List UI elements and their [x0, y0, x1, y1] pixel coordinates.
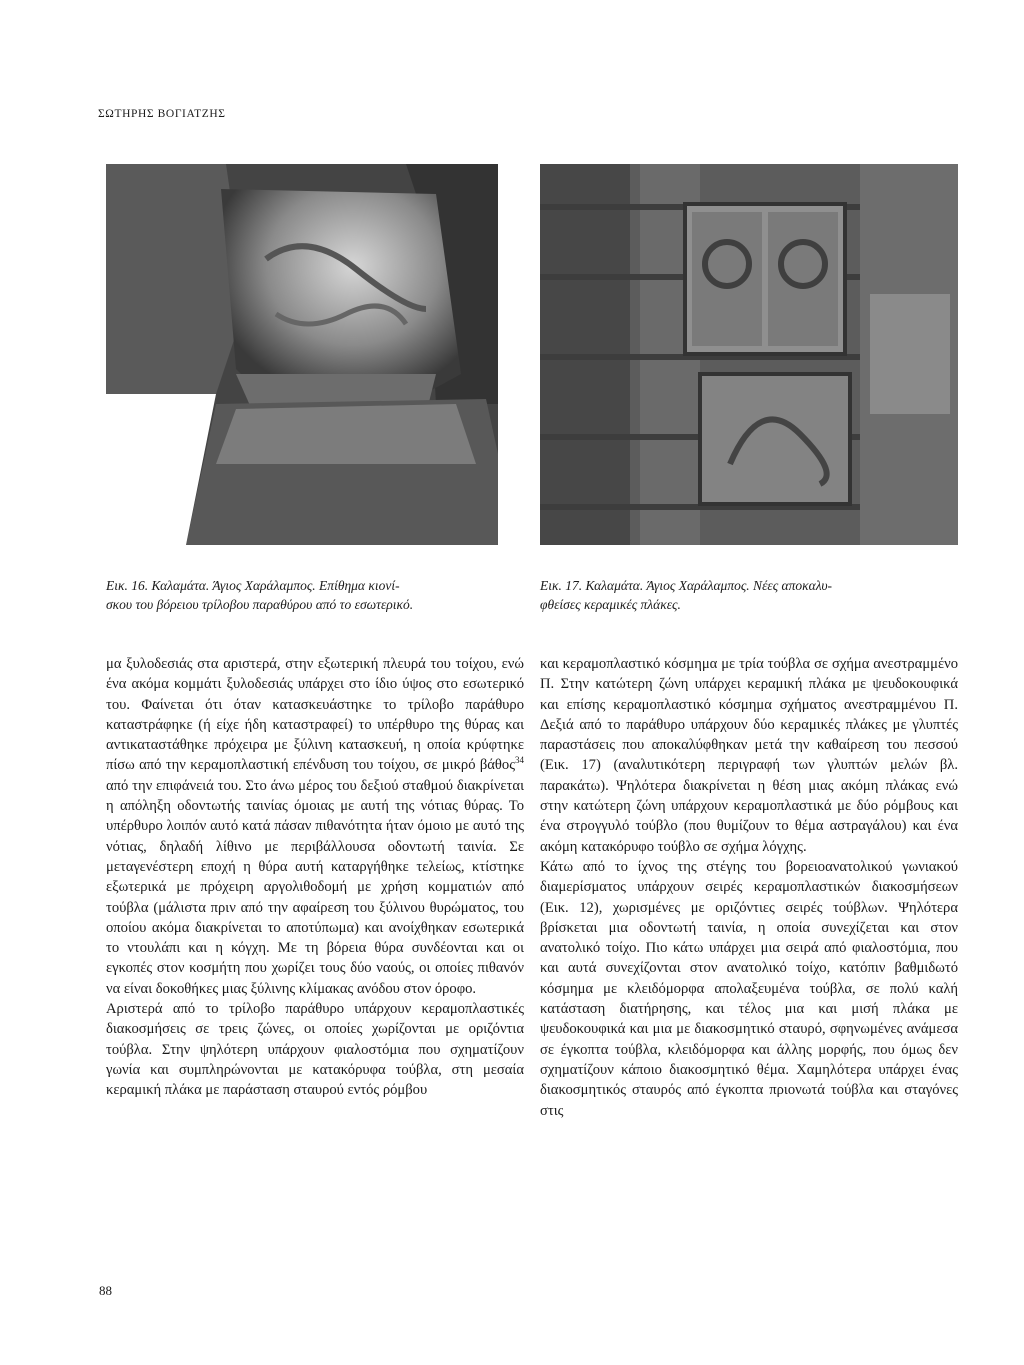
figure-16-photo	[106, 164, 518, 545]
figure-16-caption	[106, 576, 524, 614]
page-number: 88	[99, 1283, 112, 1298]
running-head: ΣΩΤΗΡΗΣ ΒΟΓΙΑΤΖΗΣ	[98, 108, 226, 120]
caption-line: Εικ. 16. Καλαμάτα. Άγιος Χαράλαμπος. Επίθημα κιονί-	[106, 578, 400, 593]
right-text-column	[540, 654, 958, 1121]
body-paragraph: και κεραμοπλαστικό κόσμημα με τρία τούβλα σε σχήμα ανεστραμμένο Π. Στην κατώτερη ζώνη υπάρχει κεραμική πλάκα με ψευδοκουφικά και επίσης κεραμοπλαστικό κόσμημα σχήματος ανεστραμμένου Π. Δεξιά από το παράθυρο υπάρχουν δύο κεραμικές πλάκες με γλυπτές παραστάσεις που αποκαλύφθηκαν μετά την καθαίρεση του πεσσού (Εικ. 17) (αναλυτικότερη περιγραφή των γλυπτών μελών βλ. παρακάτω). Ψηλότερα διακρίνεται η θέση μιας ακόμη πλάκας ενώ στην κατώτερη ζώνη υπάρχουν κεραμοπλαστικά με δύο ρόμβους και ένα στρογγυλό τούβλο (που θυμίζουν το θέμα αστραγάλου) και ένα ακόμη κατακόρυφο τούβλο σε σχήμα λόγχης.	[540, 656, 958, 855]
figure-17-caption	[540, 576, 958, 614]
body-paragraph: Κάτω από το ίχνος της στέγης του βορειοανατολικού γωνιακού διαμερίσματος υπάρχουν σειρές κεραμοπλαστικών διακοσμήσεων (Εικ. 12), χωρισμένες με οριζόντιες σειρές τούβλων. Ψηλότερα βρίσκεται μια οδοντωτή ταινία, η οποία συνεχίζεται και στον ανατολικό τοίχο. Πιο κάτω υπάρχει μια σειρά από φιαλοστόμια, που και αυτά συνεχίζονται στον ανατολικό τοίχο, κατόπιν βαθμιδωτό κόσμημα με κλειδόμορφα απολαξευμένα τούβλα, σε πολύ καλή κατάσταση διατήρησης, και τέλος μια και μισή πλάκα με ψευδοκουφικά και μια με διακοσμητικό σταυρό, σφηνωμένες ανάμεσα σε έγκοπτα τούβλα, κλειδόμορφα και άλλης μορφής, που όμως δεν σχηματίζουν κάποιο διακοσμητικό θέμα. Χαμηλότερα υπάρχει ένας διακοσμητικός σταυρός από έγκοπτα πριονωτά τούβλα και σταγόνες στις	[540, 858, 958, 1119]
left-text-column	[106, 654, 524, 1101]
body-paragraph	[106, 654, 524, 999]
paragraph-text: μα ξυλοδεσιάς στα αριστερά, στην εξωτερική πλευρά του τοίχου, ενώ ένα ακόμα κομμάτι ξυλοδεσιάς υπάρχει στο ίδιο ύψος στο εσωτερικό του. Φαίνεται ότι όταν κατασκευάστηκε το τρίλοβο παράθυρο καταστράφηκε (ή είχε ήδη καταστραφεί) το υπέρθυρο της θύρας και αντικαταστάθηκε πρόχειρα με ξύλινη κατασκευή, η οποία κρύφτηκε πίσω από την κεραμοπλαστική επένδυση του τοίχου, σε μικρό βάθος	[106, 656, 524, 774]
caption-line: φθείσες κεραμικές πλάκες.	[540, 597, 681, 612]
caption-line: Εικ. 17. Καλαμάτα. Άγιος Χαράλαμπος. Νέες αποκαλυ-	[540, 578, 833, 593]
figure-17-photo	[540, 164, 958, 545]
paragraph-text: από την επιφάνειά του. Στο άνω μέρος του δεξιού σταθμού διακρίνεται η απόληξη οδοντωτής ταινίας όμοιας με αυτή της νότιας θύρας. Το υπέρθυρο λοιπόν αυτό κατά πάσαν πιθανότητα ήταν όμοιο με αυτό της νότιας, δηλαδή λίθινο με περιβάλλουσα οδοντωτή ταινία. Σε μεταγενέστερη εποχή η θύρα αυτή καταργήθηκε τελείως, κτίστηκε εξωτερικά με πρόχειρη αργολιθοδομή με χρήση κομματιών από τούβλα (μάλιστα πριν από την αφαίρεση του ξύλινου θυρώματος, του οποίου ακόμα διακρίνεται το αποτύπωμα) και ανοίχθηκαν εσωτερικά το ντουλάπι και η κόγχη. Με τη βόρεια θύρα συνδέονται και οι εγκοπές στον κοσμήτη που χωρίζει τους δύο ναούς, οι οποίες πιθανόν να είναι δοκοθήκες μιας ξύλινης κλίμακας ανόδου στον όροφο.	[106, 777, 524, 997]
ceramic-plaques-illustration	[540, 164, 958, 545]
footnote-ref[interactable]: 34	[515, 755, 524, 766]
capital-photo-illustration	[106, 164, 518, 545]
body-paragraph: Αριστερά από το τρίλοβο παράθυρο υπάρχουν κεραμοπλαστικές διακοσμήσεις σε τρεις ζώνες, οι οποίες χωρίζονται με οριζόντια τούβλα. Στην ψηλότερη υπάρχουν φιαλοστόμια που σχηματίζουν γωνία και συμπληρώνονται με κατακόρυφα τούβλα, στη μεσαία κεραμική πλάκα με παράσταση σταυρού εντός ρόμβου	[106, 1001, 524, 1099]
caption-line: σκου του βόρειου τρίλοβου παραθύρου από το εσωτερικό.	[106, 597, 414, 612]
